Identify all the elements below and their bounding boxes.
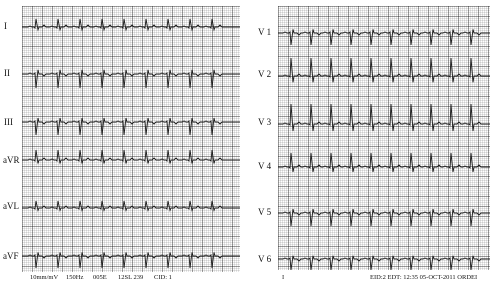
footer-code: 005E: [93, 274, 107, 281]
lead-label-v1: V 1: [258, 27, 272, 37]
lead-label-iii: III: [4, 117, 13, 127]
lead-avr-trace: [22, 150, 240, 164]
lead-ii-trace: [22, 70, 240, 88]
footer-cid: CID: 1: [154, 274, 172, 281]
lead-label-avr: aVR: [3, 155, 20, 165]
lead-v4-trace: [278, 153, 490, 172]
footer-gain: 10mm/mV: [30, 274, 59, 281]
lead-label-v5: V 5: [258, 207, 272, 217]
lead-v3-trace: [278, 104, 490, 131]
footer-program: 12SL 239: [118, 274, 144, 281]
lead-v6-trace: [278, 256, 490, 270]
lead-label-v2: V 2: [258, 69, 272, 79]
lead-label-v4: V 4: [258, 161, 272, 171]
footer-filter: 150Hz: [66, 274, 84, 281]
lead-v2-trace: [278, 58, 490, 82]
footer-marker: I: [282, 274, 285, 281]
lead-avf-trace: [22, 252, 240, 268]
limb-lead-traces: [22, 19, 240, 268]
lead-label-avl: aVL: [3, 201, 19, 211]
lead-label-i: I: [4, 21, 7, 31]
lead-label-ii: II: [4, 68, 10, 78]
lead-label-v3: V 3: [258, 117, 272, 127]
lead-avl-trace: [22, 201, 240, 210]
lead-i-trace: [22, 19, 240, 30]
lead-iii-trace: [22, 118, 240, 135]
chest-lead-traces: [278, 29, 490, 270]
footer-edit-info: EID:2 EDT: 12:35 05-OCT-2011 ORDEI: [370, 274, 478, 281]
lead-v5-trace: [278, 209, 490, 226]
lead-v1-trace: [278, 29, 490, 45]
lead-label-v6: V 6: [258, 254, 272, 264]
lead-label-avf: aVF: [3, 251, 19, 261]
